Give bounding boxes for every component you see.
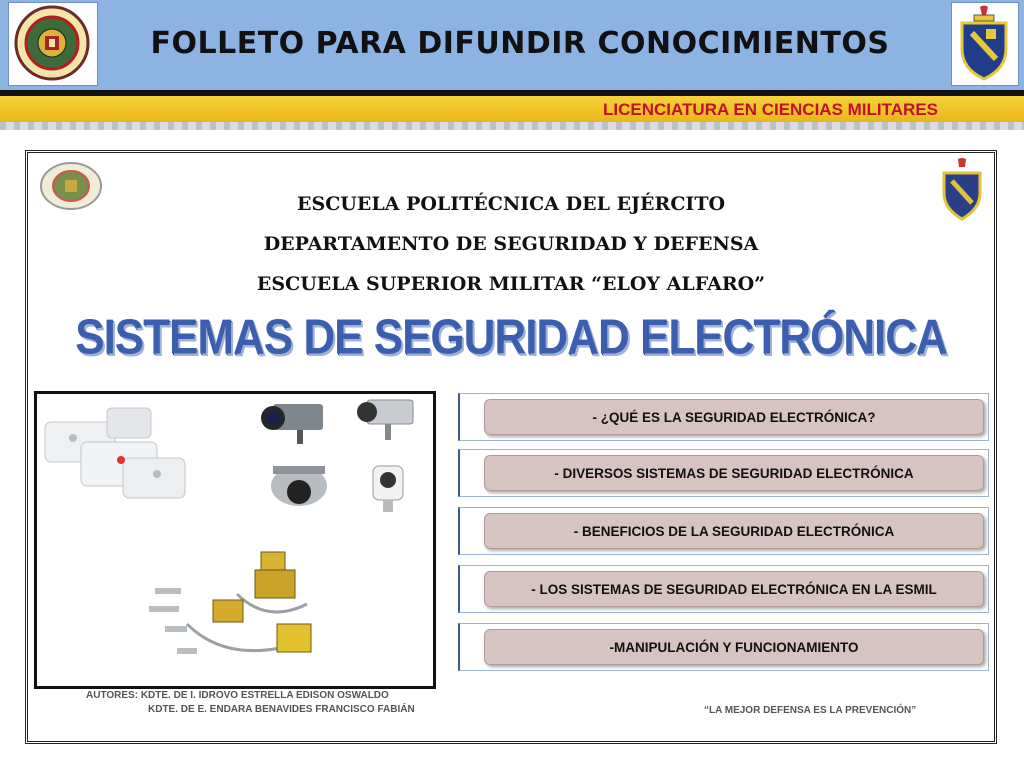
topic-label: - BENEFICIOS DE LA SEGURIDAD ELECTRÓNICA bbox=[484, 513, 984, 549]
topic-label: - LOS SISTEMAS DE SEGURIDAD ELECTRÓNICA EN LA ESMIL bbox=[484, 571, 984, 607]
header-band bbox=[0, 0, 1024, 90]
box-camera-icon bbox=[261, 404, 323, 444]
authors-block bbox=[86, 689, 415, 717]
security-devices-illustration bbox=[37, 394, 427, 680]
cube-camera-icon bbox=[373, 466, 403, 512]
esmil-shield-icon bbox=[952, 3, 1016, 83]
topic-item bbox=[458, 507, 988, 557]
brochure-title: SISTEMAS DE SEGURIDAD ELECTRÓNICA bbox=[75, 310, 947, 365]
author-line: KDTE. DE E. ENDARA BENAVIDES FRANCISCO FABIÁN bbox=[148, 704, 415, 715]
topic-item bbox=[458, 565, 988, 615]
security-devices-image bbox=[34, 391, 436, 689]
topic-label: - ¿QUÉ ES LA SEGURIDAD ELECTRÓNICA? bbox=[484, 399, 984, 435]
topic-item bbox=[458, 393, 988, 443]
school-line: ESCUELA SUPERIOR MILITAR “ELOY ALFARO” bbox=[256, 273, 766, 295]
department-line: DEPARTAMENTO DE SEGURIDAD Y DEFENSA bbox=[263, 233, 759, 255]
proximity-sensor-icon bbox=[149, 552, 311, 654]
topic-item bbox=[458, 623, 988, 673]
smoke-detector-icon bbox=[45, 408, 185, 498]
author-line: AUTORES: KDTE. DE I. IDROVO ESTRELLA EDISON OSWALDO bbox=[86, 690, 389, 701]
topic-label: -MANIPULACIÓN Y FUNCIONAMIENTO bbox=[484, 629, 984, 665]
esmil-logo bbox=[951, 2, 1019, 86]
brochure-poster bbox=[25, 150, 997, 744]
header-divider-pattern bbox=[0, 122, 1024, 130]
program-subtitle: LICENCIATURA EN CIENCIAS MILITARES bbox=[603, 100, 938, 119]
topic-item bbox=[458, 449, 988, 499]
dome-camera-icon bbox=[271, 466, 327, 506]
espe-logo bbox=[8, 2, 98, 86]
box-camera-icon bbox=[357, 400, 413, 440]
institution-line: ESCUELA POLITÉCNICA DEL EJÉRCITO bbox=[296, 193, 726, 215]
page-title: FOLLETO PARA DIFUNDIR CONOCIMIENTOS bbox=[150, 26, 890, 61]
espe-seal-icon bbox=[9, 3, 95, 83]
motto-text: “LA MEJOR DEFENSA ES LA PREVENCIÓN” bbox=[704, 705, 917, 716]
topic-label: - DIVERSOS SISTEMAS DE SEGURIDAD ELECTRÓNICA bbox=[484, 455, 984, 491]
